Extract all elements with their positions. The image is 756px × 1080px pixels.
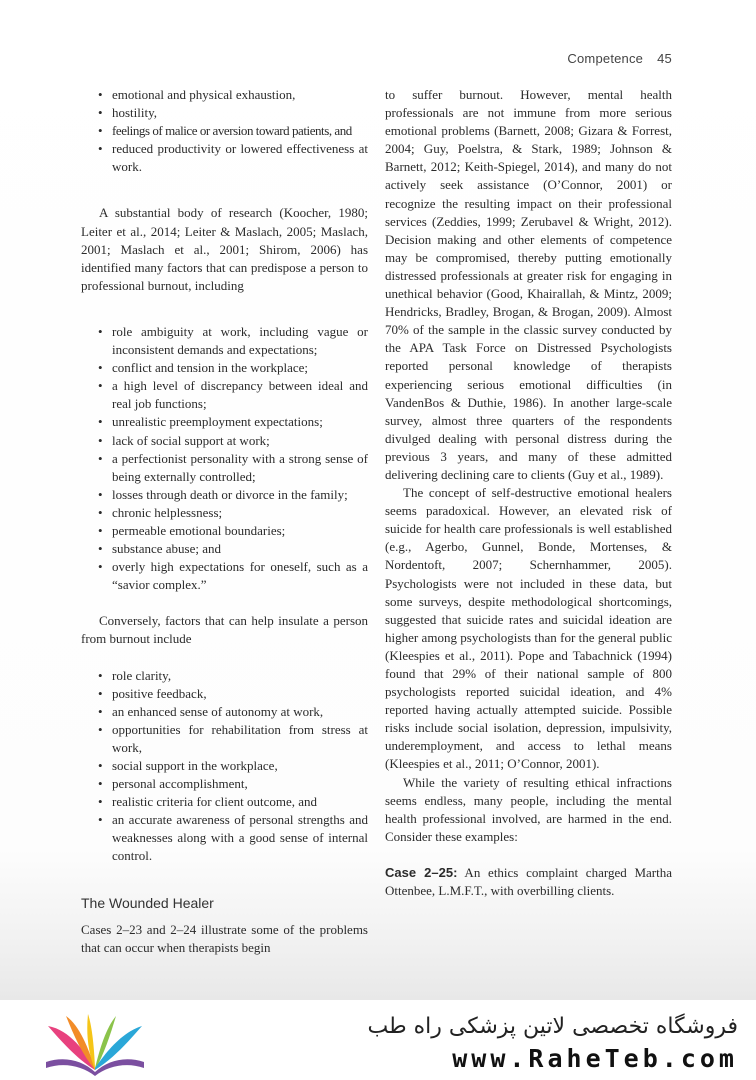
list-item: • hostility, (81, 104, 368, 122)
list-item: • role ambiguity at work, including vague or inconsistent demands and expectations; (81, 323, 368, 359)
list-item: • feelings of malice or aversion toward patients, and (81, 122, 368, 140)
list-item: • social support in the workplace, (81, 757, 368, 775)
left-column (81, 86, 368, 957)
case-label: Case 2–25: (385, 864, 458, 880)
body-paragraph: to suffer burnout. However, mental health professionals are not immune from more serious emotional problems (Barnett, 2008; Gizara & Forrest, 2004; Guy, Poelstra, & Stark, 1989; Johnson & Barnett, 2012; Keith-Spiegel, 2014), and many do not actively seek assistance (O’Connor, 2001) or recognize the resulting impact on their professional services (Zeddies, 1999; Zerubavel & Wright, 2012). Decision making and other elements of competence may be compromised, thereby putting emotionally distressed professionals at greater risk for engaging in unethical behavior (Good, Khairallah, & Mintz, 2009; Hendricks, Bradley, Brogan, & Brogan, 2009). Almost 70% of the sample in the classic survey conducted by the APA Task Force on Distressed Psychologists reported personal knowledge of therapists experiencing serious emotional difficulties (in VandenBos & Duthie, 1986). In another large-scale survey, almost three quarters of the respondents divulged dealing with personal distress during the previous 3 years, and many of these admitted delivering declining care to clients (Guy et al., 1989). (385, 87, 672, 482)
case-paragraph (385, 864, 672, 900)
list-item: • permeable emotional boundaries; (81, 522, 368, 540)
body-paragraph: A substantial body of research (Koocher, 1980; Leiter et al., 2014; Leiter & Maslach, 2005; Maslach, 2001; Maslach et al., 2001; Shirom, 2006) has identified many factors that can predispose a person to professional burnout, including (81, 205, 368, 293)
burnout-symptoms-list (81, 86, 368, 176)
list-item: • chronic helplessness; (81, 504, 368, 522)
case-text: An ethics complaint charged Martha Ottenbee, L.M.F.T., with overbilling clients. (385, 864, 672, 899)
store-url-link[interactable]: www.RaheTeb.com (452, 1044, 738, 1073)
body-paragraph: While the variety of resulting ethical infractions seems endless, many people, including the mental health professional involved, are harmed in the end. Consider these examples: (385, 774, 672, 844)
list-item: • a high level of discrepancy between ideal and real job functions; (81, 377, 368, 413)
list-item: • reduced productivity or lowered effectiveness at work. (81, 140, 368, 176)
list-item: • overly high expectations for oneself, such as a “savior complex.” (81, 558, 368, 594)
list-item: • substance abuse; and (81, 540, 368, 558)
open-book-logo-icon (40, 1012, 150, 1076)
running-header (567, 51, 672, 66)
store-name-text: فروشگاه تخصصی لاتین پزشکی راه طب (367, 1014, 738, 1039)
list-item: • emotional and physical exhaustion, (81, 86, 368, 104)
list-item: • role clarity, (81, 667, 368, 685)
body-paragraph: Conversely, factors that can help insulate a person from burnout include (81, 613, 368, 647)
list-item: • lack of social support at work; (81, 432, 368, 450)
list-item: • an accurate awareness of personal strengths and weaknesses along with a good sense of internal control. (81, 811, 368, 865)
page-number: 45 (657, 51, 672, 66)
list-item: • a perfectionist personality with a strong sense of being externally controlled; (81, 450, 368, 486)
list-item: • opportunities for rehabilitation from stress at work, (81, 721, 368, 757)
right-column (385, 86, 672, 900)
body-paragraph: Cases 2–23 and 2–24 illustrate some of the problems that can occur when therapists begin (81, 921, 368, 955)
list-item: • personal accomplishment, (81, 775, 368, 793)
list-item: • losses through death or divorce in the family; (81, 486, 368, 504)
burnout-factors-list (81, 323, 368, 594)
list-item: • realistic criteria for client outcome, and (81, 793, 368, 811)
list-item: • positive feedback, (81, 685, 368, 703)
list-item: • an enhanced sense of autonomy at work, (81, 703, 368, 721)
list-item: • conflict and tension in the workplace; (81, 359, 368, 377)
footer-advertisement[interactable] (0, 1000, 756, 1080)
body-paragraph: The concept of self-destructive emotional healers seems paradoxical. However, an elevated risk of suicide for health care professionals is well established (e.g., Agerbo, Gunnel, Bonde, Mortenses, & Nordentoft, 2007; Schernhammer, 2005). Psychologists were not included in these data, but some surveys, despite methodological shortcomings, suggested that suicide rates and suicidal ideation are higher among psychologists than for the general public (Kleespies et al., 2011). Pope and Tabachnick (1994) found that 29% of their national sample of 800 psychologists reported suicidal ideation, and 4% reported having actually attempted suicide. Possible risks include social isolation, depression, impulsivity, underemployment, and access to lethal means (Kleespies et al., 2011; O’Connor, 2001). (385, 485, 672, 772)
insulating-factors-list (81, 667, 368, 866)
section-title: Competence (567, 51, 644, 66)
list-item: • unrealistic preemployment expectations; (81, 413, 368, 431)
section-heading: The Wounded Healer (81, 894, 214, 911)
